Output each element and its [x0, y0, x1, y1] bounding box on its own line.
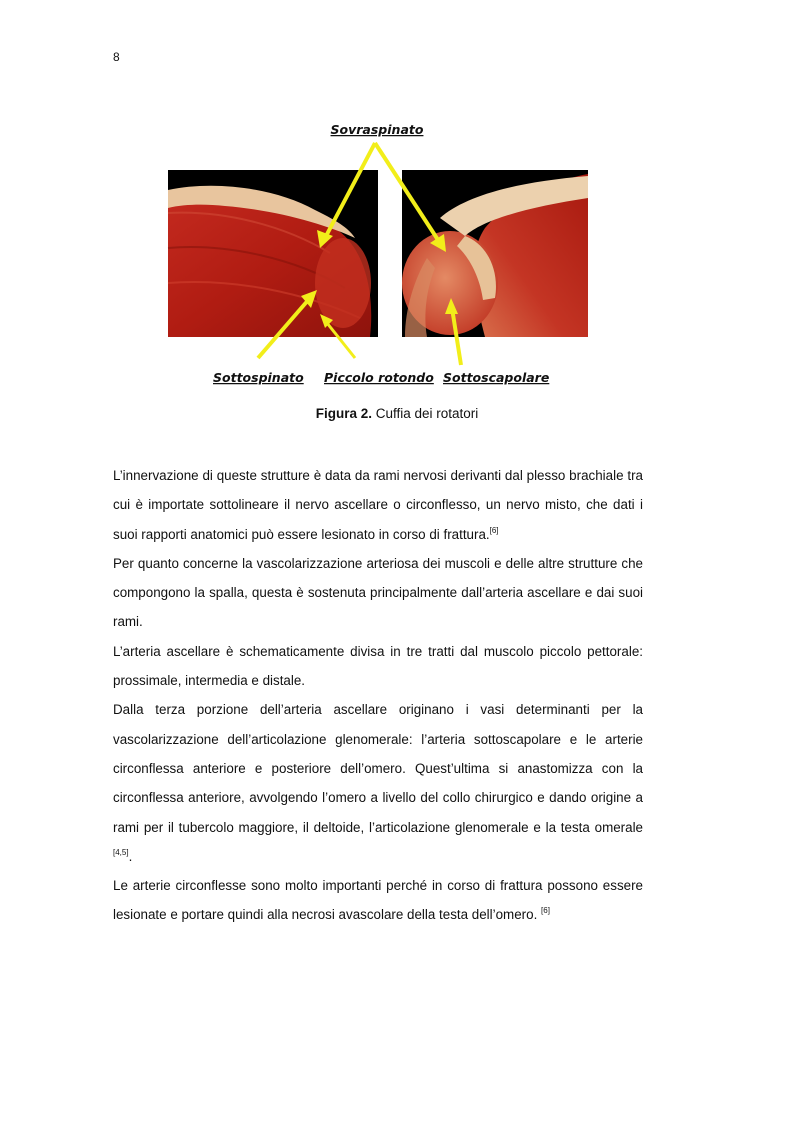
citation: [4,5] — [113, 847, 129, 857]
figure-caption — [0, 406, 794, 421]
rotator-cuff-diagram — [165, 118, 595, 393]
paragraph-text: L’arteria ascellare è schematicamente divisa in tre tratti dal muscolo piccolo pettorale: prossimale, intermedia e distale. — [113, 643, 643, 689]
caption-text: Cuffia dei rotatori — [371, 406, 479, 421]
paragraph — [113, 695, 643, 871]
paragraph-text: Dalla terza porzione dell’arteria ascellare originano i vasi determinanti per la vascolarizzazione dell’articolazione glenomerale: l’arteria sottoscapolare e le arterie circonflessa anteriore e posteriore dell’omero. Quest’ultima si anastomizza con la circonflessa anteriore, avvolgendo l’omero a livello del collo chirurgico e dando origine a rami per il tubercolo maggiore, il deltoide, l’articolazione glenomerale e la testa omerale — [113, 702, 643, 835]
citation: [6] — [541, 906, 550, 916]
anterior-shoulder-photo — [402, 170, 588, 337]
label-teres-minor: Piccolo rotondo — [324, 370, 434, 385]
caption-number: Figura 2. — [315, 406, 372, 421]
paragraph-tail: . — [128, 848, 133, 864]
label-supraspinatus: Sovraspinato — [330, 122, 424, 137]
label-subscapularis: Sottoscapolare — [443, 370, 550, 385]
paragraph — [113, 549, 643, 637]
body-text — [113, 461, 643, 930]
paragraph — [113, 637, 643, 696]
paragraph-text: L’innervazione di queste strutture è data da rami nervosi derivanti dal plesso brachiale tra cui è importate sottolineare il nervo ascellare o circonflesso, un nervo misto, che dati i suoi rapporti anatomici può essere lesionato in corso di frattura. — [113, 468, 643, 542]
page-number: 8 — [113, 50, 120, 64]
paragraph-text: Le arterie circonflesse sono molto importanti perché in corso di frattura possono essere lesionate e portare quindi alla necrosi avascolare della testa dell’omero. — [113, 878, 643, 923]
paragraph — [113, 461, 643, 549]
citation: [6] — [489, 525, 499, 535]
paragraph-text: Per quanto concerne la vascolarizzazione arteriosa dei muscoli e delle altre strutture che compongono la spalla, questa è sostenuta principalmente dall’arteria ascellare e dai suoi rami. — [113, 555, 643, 630]
paragraph — [113, 871, 643, 930]
label-infraspinatus: Sottospinato — [213, 370, 304, 385]
rotator-cuff-figure — [165, 118, 595, 393]
